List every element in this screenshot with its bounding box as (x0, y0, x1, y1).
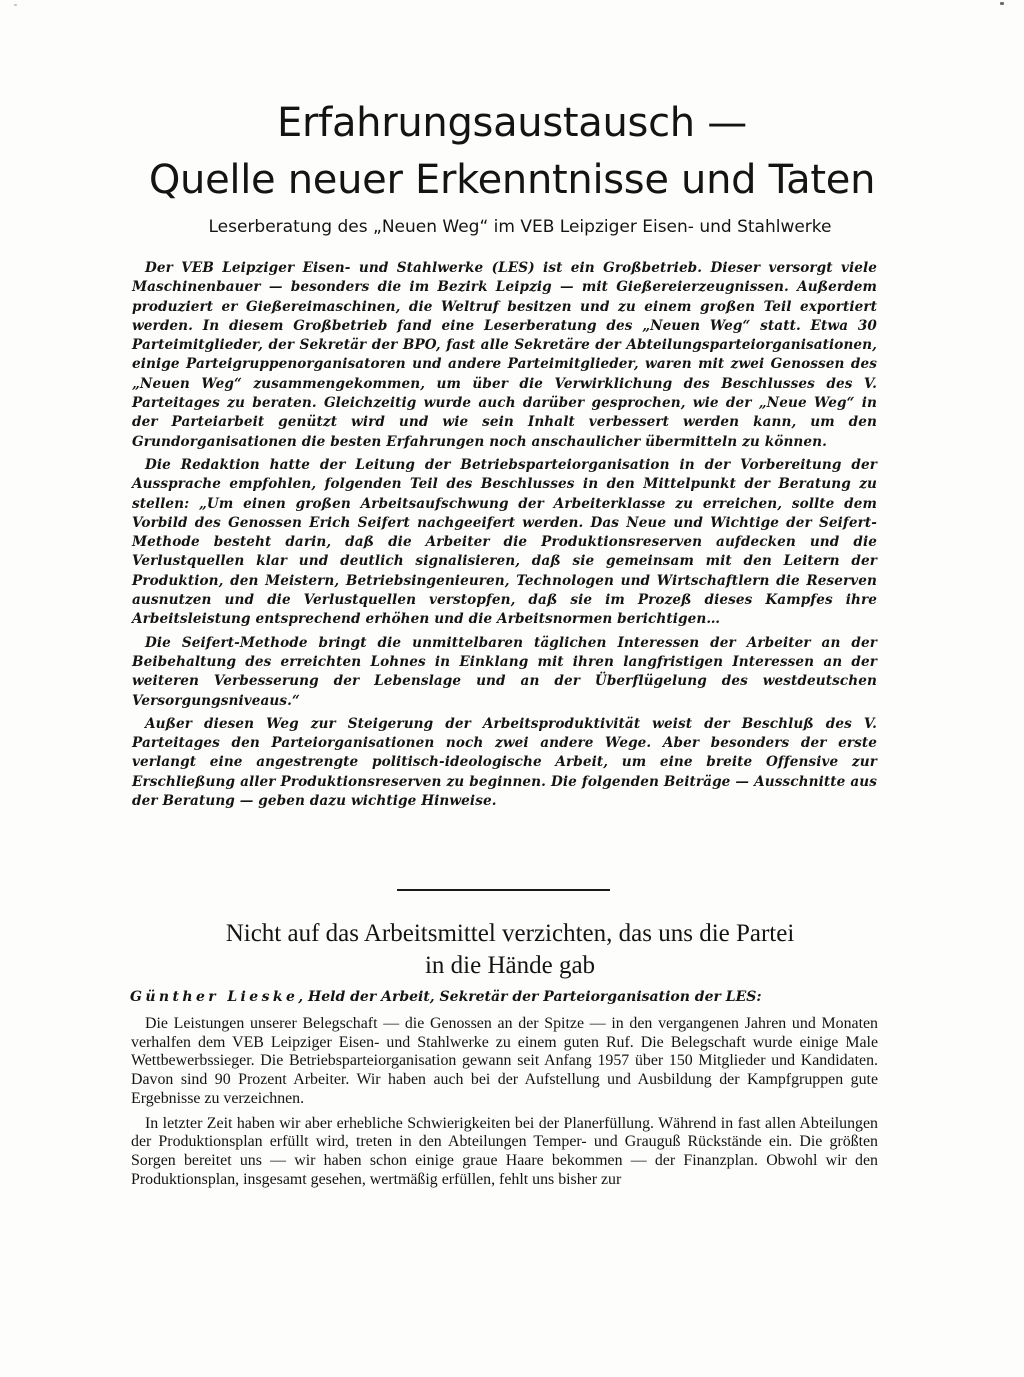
section-divider (397, 889, 610, 891)
intro-block (132, 259, 877, 815)
scan-speck (1000, 2, 1004, 5)
body-paragraph: Die Leistungen unserer Belegschaft — die Genossen an der Spitze — in den vergangenen Jahren und Monaten verhalfen dem VEB Leipziger Eisen- und Stahlwerke zu einem guten Ruf. Die Belegschaft wurde einige Male Wettbewerbssieger. Die Betriebsparteiorganisation gewann seit Anfang 1957 über 150 Mitglieder und Kandidaten. Davon sind 90 Prozent Arbeiter. Wir haben auch bei der Aufstellung und Ausbildung der Kampfgruppen gute Ergebnisse zu verzeichnen. (131, 1015, 878, 1107)
intro-paragraph: Die Redaktion hatte der Leitung der Betriebsparteiorganisation in der Vorbereitung der Aussprache empfohlen, folgenden Teil des Beschlusses in den Mittelpunkt der Beratung zu stellen: „Um einen großen Arbeitsaufschwung der Arbeiterklasse zu erreichen, sollte dem Vorbild des Genossen Erich Seifert nachgeeifert werden. Das Neue und Wichtige der Seifert-Methode besteht darin, daß die Arbeiter die Produktionsreserven aufdecken und die Verlustquellen klar und deutlich signalisieren, daß sie gemeinsam mit den Leitern der Produktion, den Meistern, Betriebsingenieuren, Technologen und Wirtschaftlern die Reserven ausnutzen und die Verlustquellen verstopfen, daß sie im Prozeß dieses Kampfes ihre Arbeitsleistung entsprechend erhöhen und die Arbeitsnormen berichtigen… (132, 456, 877, 628)
section-title-line-1: Nicht auf das Arbeitsmittel verzichten, das uns die Partei (225, 920, 795, 947)
scan-speck (14, 4, 17, 6)
byline-role: , Held der Arbeit, Sekretär der Parteiorganisation der LES: (298, 989, 762, 1005)
section-title-line-2: in die Hände gab (424, 952, 596, 979)
intro-paragraph: Der VEB Leipziger Eisen- und Stahlwerke (LES) ist ein Großbetrieb. Dieser versorgt viele Maschinenbauer — besonders die im Bezirk Leipzig — mit Gießereierzeugnissen. Außerdem produziert er Gießereimaschinen, die Weltruf besitzen und zu einem großen Teil exportiert werden. In diesem Großbetrieb fand eine Leserberatung des „Neuen Weg“ statt. Etwa 30 Parteimitglieder, der Sekretär der BPO, fast alle Sekretäre der Abteilungsparteiorganisationen, einige Parteigruppenorganisatoren und andere Parteimitglieder, waren mit zwei Genossen des „Neuen Weg“ zusammengekommen, um über die Verwirklichung des Beschlusses des V. Parteitages zu beraten. Gleichzeitig wurde auch darüber gesprochen, wie der „Neue Weg“ in der Parteiarbeit genützt wird und wie sein Inhalt verbessert werden kann, um den Grundorganisationen die besten Erfahrungen noch anschaulicher übermitteln zu können. (132, 260, 877, 450)
article-body (131, 1015, 878, 1195)
intro-paragraph: Die Seifert-Methode bringt die unmittelbaren täglichen Interessen der Arbeiter an der Beibehaltung des erreichten Lohnes in Einklang mit ihren langfristigen Interessen an der weiteren Verbesserung der Lebenslage und an der Überflügelung des westdeutschen Versorgungsniveaus.“ (132, 634, 877, 709)
article-subtitle: Leserberatung des „Neuen Weg“ im VEB Leipziger Eisen- und Stahlwerke (208, 217, 832, 237)
body-paragraph: In letzter Zeit haben wir aber erhebliche Schwierigkeiten bei der Planerfüllung. Während in fast allen Abteilungen der Produktionsplan erfüllt wird, treten in den Abteilungen Temper- und Grauguß Rückstände ein. Die größten Sorgen bereitet uns — wir haben schon einige graue Haare bekommen — der Finanzplan. Obwohl wir den Produktionsplan, insgesamt gesehen, wertmäßig erfüllen, fehlt uns bisher zur (131, 1114, 878, 1188)
main-title-line-2: Quelle neuer Erkenntnisse und Taten (148, 157, 876, 203)
section-title (110, 918, 910, 982)
byline (130, 987, 880, 1007)
main-title-line-1: Erfahrungsaustausch — (277, 100, 747, 146)
intro-paragraph: Außer diesen Weg zur Steigerung der Arbeitsproduktivität weist der Beschluß des V. Parteitages den Parteiorganisationen noch zwei andere Wege. Aber besonders der erste verlangt eine angestrengte politisch-ideologische Arbeit, um eine breite Offensive zur Erschließung aller Produktionsreserven zu beginnen. Die folgenden Beiträge — Ausschnitte aus der Beratung — geben dazu wichtige Hinweise. (132, 715, 877, 810)
byline-author: Günther Lieske (130, 989, 299, 1005)
